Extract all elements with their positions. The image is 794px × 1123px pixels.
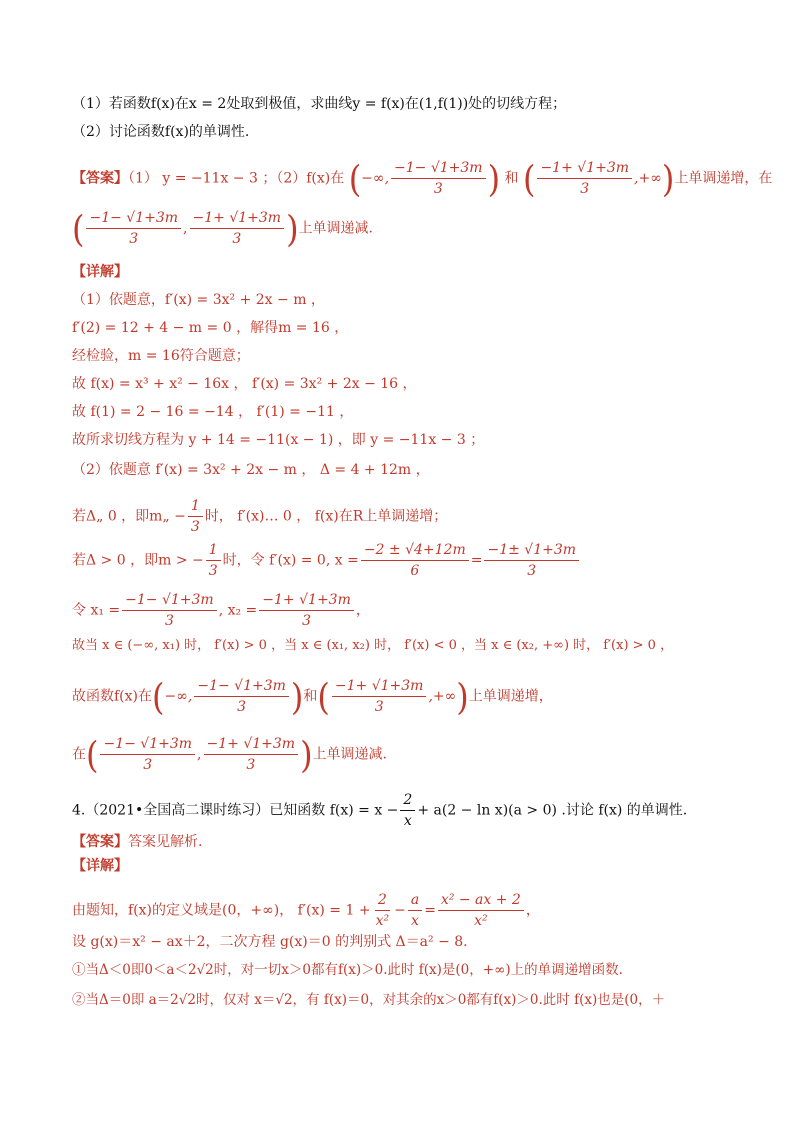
detail-text: 若Δ > 0 ，即m > −: [72, 552, 204, 569]
fraction: [190, 208, 285, 249]
detail-text: 故函数f(x)在: [72, 688, 153, 705]
fraction-denominator: 3: [208, 563, 218, 579]
detail-line: 故当 x ∈ (−∞, x₁) 时， f′(x) > 0 ，当 x ∈ (x₁, x₂) 时， f′(x) < 0 ，当 x ∈ (x₂, +∞) 时， f′(x) > 0 ，: [72, 638, 674, 653]
fraction: [206, 540, 221, 581]
fraction-denominator: x²: [474, 913, 488, 929]
paren-left: (: [152, 674, 165, 719]
detail-text: ，: [525, 902, 540, 919]
fraction: [194, 676, 289, 717]
fraction-denominator: x: [403, 813, 412, 829]
fraction: [408, 890, 422, 931]
fraction: [86, 208, 181, 249]
question-4: [72, 790, 687, 831]
answer-2: [72, 832, 202, 852]
fraction-numerator: 1: [188, 496, 203, 517]
detail-line: [72, 676, 553, 717]
fraction: [332, 676, 427, 717]
fraction: [122, 590, 217, 631]
and-text: 和: [504, 170, 519, 187]
fraction-numerator: −1− √1+3m: [391, 158, 486, 179]
detail-line: ②当Δ＝0即 a＝2√2时，仅对 x＝√2，有 f(x)＝0，对其余的x＞0都有f(x)＞0.此时 f(x)也是(0，＋: [72, 992, 666, 1008]
answer-tail: 上单调递减.: [298, 220, 373, 237]
fraction-denominator: 3: [164, 613, 174, 629]
detail-text: 令 x₁ =: [72, 602, 121, 619]
equals: =: [470, 552, 483, 569]
detail-line: 经检验，m = 16符合题意；: [72, 348, 250, 364]
fraction: [537, 158, 632, 199]
fraction-numerator: −1− √1+3m: [100, 734, 195, 755]
fraction-denominator: 6: [410, 563, 420, 579]
question-part-1: （1）若函数f(x)在x = 2处取到极值，求曲线y = f(x)在(1,f(1))处的切线方程；: [72, 96, 567, 112]
question-part-2: （2）讨论函数f(x)的单调性.: [72, 124, 250, 140]
paren-left: (: [522, 156, 536, 201]
detail-line: 故 f(1) = 2 − 16 = −14 ， f′(1) = −11 ，: [72, 404, 354, 420]
fraction: [259, 590, 354, 631]
paren-left: (: [72, 206, 85, 251]
detail-text: 若Δ„ 0 ，即m„ −: [72, 508, 186, 525]
fraction-numerator: −2 ± √4+12m: [361, 540, 469, 561]
fraction-denominator: x: [411, 913, 419, 929]
detail-line: [72, 496, 447, 537]
detail-line: [72, 590, 370, 631]
fraction-numerator: −1+ √1+3m: [204, 734, 299, 755]
fraction-denominator: 3: [143, 757, 153, 773]
fraction-numerator: −1+ √1+3m: [537, 158, 632, 179]
fraction: [204, 734, 299, 775]
paren-right: ): [487, 156, 501, 201]
question-text: + a(2 − ln x)(a > 0) .讨论 f(x) 的单调性.: [417, 802, 688, 819]
fraction-numerator: −1+ √1+3m: [332, 676, 427, 697]
detail-line: 故所求切线方程为 y + 14 = −11(x − 1) ，即 y = −11x − 3 ；: [72, 432, 485, 448]
detail-line: （2）依题意 f′(x) = 3x² + 2x − m ， Δ = 4 + 12m ，: [72, 462, 430, 478]
detail-tag-label: 【详解】: [72, 264, 128, 280]
detail-text: ，: [355, 602, 370, 619]
paren-left: (: [86, 732, 99, 777]
detail-text: 上单调递增，: [468, 688, 553, 705]
detail-line: ①当Δ＜0即0＜a＜2√2时，对一切x＞0都有f(x)＞0.此时 f(x)是(0，+∞)上的单调递增函数.: [72, 962, 623, 978]
detail-line: 设 g(x)＝x² − ax＋2，二次方程 g(x)＝0 的判别式 Δ＝a² − 8.: [72, 934, 468, 950]
fraction-numerator: −1+ √1+3m: [259, 590, 354, 611]
fraction-denominator: 3: [246, 757, 256, 773]
paren-right: ): [661, 156, 675, 201]
fraction: [400, 790, 415, 831]
detail-line: 在( $\frac{-1- √1+3m}{3}$ , $\frac{-1+ √1+3m}{3}$ )上单调递减.: [72, 732, 387, 777]
detail-tag-2: [72, 856, 128, 876]
paren-left: (: [348, 156, 362, 201]
detail-text: 时，令 f′(x) = 0, x =: [222, 552, 359, 569]
detail-tag: [72, 262, 128, 282]
fraction-denominator: 3: [237, 699, 247, 715]
fraction-denominator: 3: [232, 231, 242, 247]
paren-left: (: [317, 674, 330, 719]
answer-line-1: [72, 158, 772, 199]
detail-text: 时， f′(x)… 0 ， f(x)在R上单调递增；: [204, 508, 448, 525]
fraction-numerator: −1− √1+3m: [194, 676, 289, 697]
fraction-numerator: x² − ax + 2: [438, 890, 524, 911]
interval-right: ,+∞: [634, 170, 662, 187]
fraction-denominator: 3: [129, 231, 139, 247]
answer-tail: 上单调递增，在: [674, 170, 773, 187]
fraction-denominator: 3: [190, 519, 200, 535]
fraction-numerator: −1+ √1+3m: [190, 208, 285, 229]
answer-text: 答案见解析.: [128, 834, 203, 850]
answer-tag: 【答案】: [72, 834, 128, 850]
and-text: 和: [303, 688, 318, 705]
interval-left: −∞,: [361, 170, 390, 187]
fraction-numerator: 2: [400, 790, 415, 811]
interval-left: −∞,: [164, 688, 193, 705]
detail-text: , x₂ =: [218, 602, 258, 619]
fraction-denominator: 3: [433, 181, 443, 197]
fraction-denominator: x²: [375, 913, 390, 929]
answer-tag: 【答案】: [72, 170, 128, 187]
paren-right: ): [286, 206, 299, 251]
interval-right: ,+∞: [428, 688, 457, 705]
fraction: [361, 540, 469, 581]
detail-line: f′(2) = 12 + 4 − m = 0 ，解得m = 16 ，: [72, 320, 349, 336]
fraction: [100, 734, 195, 775]
detail-line: [72, 540, 581, 581]
question-text: 4.（2021•全国高二课时练习）已知函数 f(x) = x −: [72, 802, 399, 819]
fraction-numerator: −1− √1+3m: [86, 208, 181, 229]
paren-right: ): [456, 674, 469, 719]
fraction-numerator: −1± √1+3m: [484, 540, 579, 561]
paren-right: ): [300, 732, 313, 777]
fraction-numerator: 1: [206, 540, 221, 561]
fraction-denominator: 3: [580, 181, 590, 197]
detail-text: =: [424, 902, 436, 919]
fraction-denominator: 3: [527, 563, 537, 579]
answer-text: （1） y = −11x − 3 ；（2）f(x)在: [128, 170, 345, 187]
detail-text: 由题知，f(x)的定义域是(0，+∞)， f′(x) = 1 +: [72, 902, 371, 919]
fraction-denominator: 3: [302, 613, 312, 629]
detail-text: 上单调递减.: [312, 746, 387, 763]
detail-line: [72, 890, 540, 931]
paren-right: ): [290, 674, 304, 719]
fraction-denominator: 3: [374, 699, 384, 715]
fraction: [391, 158, 486, 199]
detail-line: 故 f(x) = x³ + x² − 16x ， f′(x) = 3x² + 2x − 16 ，: [72, 376, 417, 392]
fraction-numerator: a: [408, 890, 422, 911]
fraction: [438, 890, 524, 931]
fraction-numerator: 2: [375, 890, 390, 911]
fraction-numerator: −1− √1+3m: [122, 590, 217, 611]
fraction: [188, 496, 203, 537]
detail-tag-label: 【详解】: [72, 858, 128, 874]
detail-text: 在: [72, 746, 86, 763]
answer-line-2: ( $\frac{-1- √1+3m}{3}$ , $\frac{-1+ √1+3m}{3}$ )上单调递减.: [72, 206, 373, 251]
fraction: [484, 540, 579, 581]
fraction: [373, 890, 393, 931]
detail-text: −: [394, 902, 406, 919]
detail-line: （1）依题意，f′(x) = 3x² + 2x − m ，: [72, 292, 325, 308]
